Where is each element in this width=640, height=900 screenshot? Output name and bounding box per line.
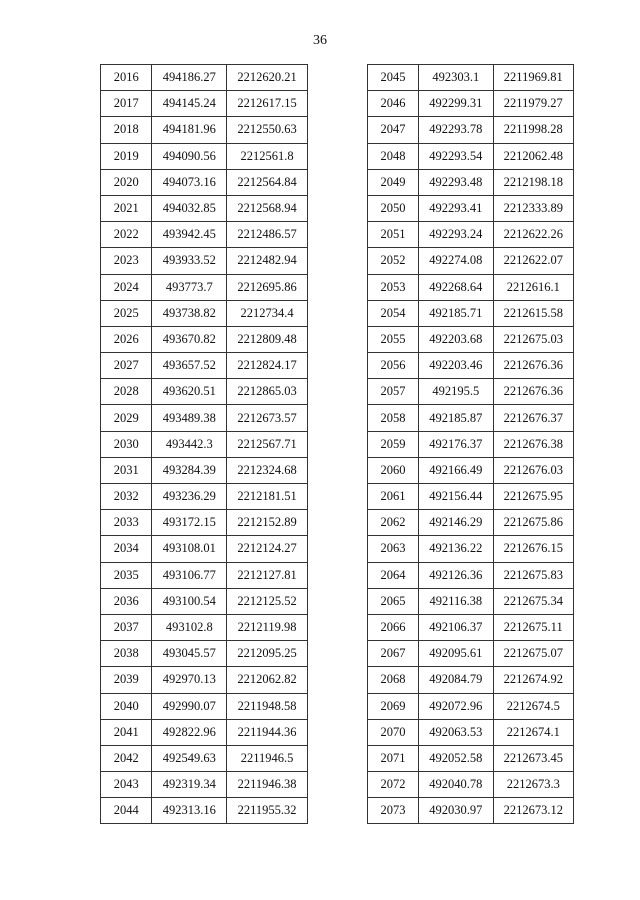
y-coordinate-cell: 2212616.1 xyxy=(493,274,573,300)
point-number-cell: 2053 xyxy=(368,274,419,300)
table-row xyxy=(101,353,308,379)
table-row xyxy=(368,484,574,510)
y-coordinate-cell: 2211946.5 xyxy=(227,745,308,771)
point-number-cell: 2047 xyxy=(368,117,419,143)
table-row xyxy=(368,614,574,640)
table-row xyxy=(368,326,574,352)
table-row xyxy=(101,248,308,274)
y-coordinate-cell: 2212673.45 xyxy=(493,745,573,771)
table-row xyxy=(368,510,574,536)
table-row xyxy=(368,353,574,379)
x-coordinate-cell: 492274.08 xyxy=(419,248,493,274)
table-row xyxy=(368,431,574,457)
table-row xyxy=(101,431,308,457)
y-coordinate-cell: 2212564.84 xyxy=(227,169,308,195)
point-number-cell: 2050 xyxy=(368,195,419,221)
table-row xyxy=(101,195,308,221)
x-coordinate-cell: 492990.07 xyxy=(152,693,227,719)
table-row xyxy=(368,248,574,274)
y-coordinate-cell: 2212062.48 xyxy=(493,143,573,169)
y-coordinate-cell: 2212482.94 xyxy=(227,248,308,274)
x-coordinate-cell: 493284.39 xyxy=(152,457,227,483)
y-coordinate-cell: 2212125.52 xyxy=(227,588,308,614)
x-coordinate-cell: 492293.24 xyxy=(419,222,493,248)
point-number-cell: 2041 xyxy=(101,719,152,745)
y-coordinate-cell: 2212333.89 xyxy=(493,195,573,221)
y-coordinate-cell: 2212673.3 xyxy=(493,772,573,798)
point-number-cell: 2029 xyxy=(101,405,152,431)
y-coordinate-cell: 2212676.37 xyxy=(493,405,573,431)
table-row xyxy=(101,274,308,300)
point-number-cell: 2034 xyxy=(101,536,152,562)
point-number-cell: 2070 xyxy=(368,719,419,745)
point-number-cell: 2016 xyxy=(101,65,152,91)
table-row xyxy=(368,195,574,221)
table-row xyxy=(368,693,574,719)
table-row xyxy=(368,745,574,771)
x-coordinate-cell: 492063.53 xyxy=(419,719,493,745)
x-coordinate-cell: 492176.37 xyxy=(419,431,493,457)
point-number-cell: 2040 xyxy=(101,693,152,719)
table-row xyxy=(368,65,574,91)
point-number-cell: 2033 xyxy=(101,510,152,536)
y-coordinate-cell: 2212622.07 xyxy=(493,248,573,274)
point-number-cell: 2071 xyxy=(368,745,419,771)
x-coordinate-cell: 492185.87 xyxy=(419,405,493,431)
x-coordinate-cell: 492203.46 xyxy=(419,353,493,379)
table-row xyxy=(368,798,574,824)
point-number-cell: 2068 xyxy=(368,667,419,693)
y-coordinate-cell: 2211979.27 xyxy=(493,91,573,117)
x-coordinate-cell: 494090.56 xyxy=(152,143,227,169)
table-row xyxy=(368,143,574,169)
x-coordinate-cell: 492030.97 xyxy=(419,798,493,824)
point-number-cell: 2052 xyxy=(368,248,419,274)
y-coordinate-cell: 2211946.38 xyxy=(227,772,308,798)
y-coordinate-cell: 2212675.03 xyxy=(493,326,573,352)
table-row xyxy=(368,457,574,483)
point-number-cell: 2028 xyxy=(101,379,152,405)
y-coordinate-cell: 2212124.27 xyxy=(227,536,308,562)
x-coordinate-cell: 492303.1 xyxy=(419,65,493,91)
y-coordinate-cell: 2212675.07 xyxy=(493,641,573,667)
x-coordinate-cell: 492084.79 xyxy=(419,667,493,693)
point-number-cell: 2046 xyxy=(368,91,419,117)
y-coordinate-cell: 2212324.68 xyxy=(227,457,308,483)
point-number-cell: 2067 xyxy=(368,641,419,667)
x-coordinate-cell: 492319.34 xyxy=(152,772,227,798)
y-coordinate-cell: 2212674.92 xyxy=(493,667,573,693)
point-number-cell: 2025 xyxy=(101,300,152,326)
x-coordinate-cell: 492116.38 xyxy=(419,588,493,614)
y-coordinate-cell: 2212095.25 xyxy=(227,641,308,667)
y-coordinate-cell: 2212675.11 xyxy=(493,614,573,640)
y-coordinate-cell: 2212676.03 xyxy=(493,457,573,483)
y-coordinate-cell: 2212615.58 xyxy=(493,300,573,326)
x-coordinate-cell: 492203.68 xyxy=(419,326,493,352)
x-coordinate-cell: 492185.71 xyxy=(419,300,493,326)
point-number-cell: 2063 xyxy=(368,536,419,562)
table-row xyxy=(101,405,308,431)
point-number-cell: 2065 xyxy=(368,588,419,614)
table-row xyxy=(368,536,574,562)
point-number-cell: 2023 xyxy=(101,248,152,274)
y-coordinate-cell: 2212673.12 xyxy=(493,798,573,824)
point-number-cell: 2051 xyxy=(368,222,419,248)
x-coordinate-cell: 492549.63 xyxy=(152,745,227,771)
x-coordinate-cell: 492293.78 xyxy=(419,117,493,143)
point-number-cell: 2036 xyxy=(101,588,152,614)
x-coordinate-cell: 492072.96 xyxy=(419,693,493,719)
point-number-cell: 2021 xyxy=(101,195,152,221)
x-coordinate-cell: 492040.78 xyxy=(419,772,493,798)
x-coordinate-cell: 494145.24 xyxy=(152,91,227,117)
table-row xyxy=(101,667,308,693)
y-coordinate-cell: 2212675.83 xyxy=(493,562,573,588)
table-row xyxy=(368,222,574,248)
table-row xyxy=(101,143,308,169)
x-coordinate-cell: 494073.16 xyxy=(152,169,227,195)
point-number-cell: 2026 xyxy=(101,326,152,352)
x-coordinate-cell: 493670.82 xyxy=(152,326,227,352)
table-row xyxy=(368,667,574,693)
table-row xyxy=(101,562,308,588)
x-coordinate-cell: 493108.01 xyxy=(152,536,227,562)
point-number-cell: 2017 xyxy=(101,91,152,117)
table-row xyxy=(368,300,574,326)
y-coordinate-cell: 2212734.4 xyxy=(227,300,308,326)
table-row xyxy=(101,65,308,91)
y-coordinate-cell: 2212127.81 xyxy=(227,562,308,588)
y-coordinate-cell: 2212824.17 xyxy=(227,353,308,379)
point-number-cell: 2055 xyxy=(368,326,419,352)
y-coordinate-cell: 2212675.34 xyxy=(493,588,573,614)
table-row xyxy=(368,562,574,588)
x-coordinate-cell: 493442.3 xyxy=(152,431,227,457)
point-number-cell: 2045 xyxy=(368,65,419,91)
point-number-cell: 2030 xyxy=(101,431,152,457)
table-row xyxy=(101,719,308,745)
y-coordinate-cell: 2212550.63 xyxy=(227,117,308,143)
x-coordinate-cell: 493773.7 xyxy=(152,274,227,300)
x-coordinate-cell: 492166.49 xyxy=(419,457,493,483)
table-row xyxy=(101,169,308,195)
table-row xyxy=(101,641,308,667)
coordinate-table-body xyxy=(101,65,308,824)
y-coordinate-cell: 2211948.58 xyxy=(227,693,308,719)
coordinate-table-left xyxy=(100,64,308,824)
x-coordinate-cell: 493045.57 xyxy=(152,641,227,667)
y-coordinate-cell: 2211998.28 xyxy=(493,117,573,143)
table-row xyxy=(101,117,308,143)
point-number-cell: 2018 xyxy=(101,117,152,143)
point-number-cell: 2038 xyxy=(101,641,152,667)
point-number-cell: 2020 xyxy=(101,169,152,195)
point-number-cell: 2062 xyxy=(368,510,419,536)
point-number-cell: 2037 xyxy=(101,614,152,640)
x-coordinate-cell: 494032.85 xyxy=(152,195,227,221)
point-number-cell: 2059 xyxy=(368,431,419,457)
x-coordinate-cell: 493100.54 xyxy=(152,588,227,614)
point-number-cell: 2019 xyxy=(101,143,152,169)
point-number-cell: 2073 xyxy=(368,798,419,824)
point-number-cell: 2054 xyxy=(368,300,419,326)
x-coordinate-cell: 493172.15 xyxy=(152,510,227,536)
table-row xyxy=(368,91,574,117)
y-coordinate-cell: 2212622.26 xyxy=(493,222,573,248)
x-coordinate-cell: 492293.48 xyxy=(419,169,493,195)
x-coordinate-cell: 492195.5 xyxy=(419,379,493,405)
table-row xyxy=(101,457,308,483)
table-row xyxy=(101,379,308,405)
y-coordinate-cell: 2212617.15 xyxy=(227,91,308,117)
point-number-cell: 2031 xyxy=(101,457,152,483)
x-coordinate-cell: 492095.61 xyxy=(419,641,493,667)
table-row xyxy=(368,719,574,745)
point-number-cell: 2061 xyxy=(368,484,419,510)
x-coordinate-cell: 492293.54 xyxy=(419,143,493,169)
y-coordinate-cell: 2211944.36 xyxy=(227,719,308,745)
point-number-cell: 2024 xyxy=(101,274,152,300)
table-row xyxy=(101,614,308,640)
coordinate-table-body xyxy=(368,65,574,824)
x-coordinate-cell: 493657.52 xyxy=(152,353,227,379)
y-coordinate-cell: 2212561.8 xyxy=(227,143,308,169)
table-row xyxy=(101,588,308,614)
point-number-cell: 2039 xyxy=(101,667,152,693)
point-number-cell: 2069 xyxy=(368,693,419,719)
table-row xyxy=(368,169,574,195)
table-row xyxy=(101,484,308,510)
point-number-cell: 2048 xyxy=(368,143,419,169)
table-row xyxy=(368,641,574,667)
point-number-cell: 2056 xyxy=(368,353,419,379)
x-coordinate-cell: 492293.41 xyxy=(419,195,493,221)
x-coordinate-cell: 493942.45 xyxy=(152,222,227,248)
y-coordinate-cell: 2212674.1 xyxy=(493,719,573,745)
x-coordinate-cell: 493933.52 xyxy=(152,248,227,274)
x-coordinate-cell: 492156.44 xyxy=(419,484,493,510)
x-coordinate-cell: 493236.29 xyxy=(152,484,227,510)
x-coordinate-cell: 493738.82 xyxy=(152,300,227,326)
point-number-cell: 2072 xyxy=(368,772,419,798)
point-number-cell: 2049 xyxy=(368,169,419,195)
table-row xyxy=(101,222,308,248)
point-number-cell: 2066 xyxy=(368,614,419,640)
y-coordinate-cell: 2212675.95 xyxy=(493,484,573,510)
y-coordinate-cell: 2212198.18 xyxy=(493,169,573,195)
table-row xyxy=(101,91,308,117)
y-coordinate-cell: 2212809.48 xyxy=(227,326,308,352)
table-row xyxy=(368,588,574,614)
table-row xyxy=(101,798,308,824)
table-row xyxy=(101,772,308,798)
y-coordinate-cell: 2212567.71 xyxy=(227,431,308,457)
x-coordinate-cell: 492268.64 xyxy=(419,274,493,300)
y-coordinate-cell: 2212675.86 xyxy=(493,510,573,536)
coordinate-table-right xyxy=(367,64,574,824)
y-coordinate-cell: 2212676.38 xyxy=(493,431,573,457)
point-number-cell: 2064 xyxy=(368,562,419,588)
x-coordinate-cell: 492052.58 xyxy=(419,745,493,771)
table-row xyxy=(368,379,574,405)
table-row xyxy=(368,274,574,300)
y-coordinate-cell: 2212673.57 xyxy=(227,405,308,431)
point-number-cell: 2057 xyxy=(368,379,419,405)
table-row xyxy=(101,300,308,326)
y-coordinate-cell: 2212620.21 xyxy=(227,65,308,91)
y-coordinate-cell: 2212676.15 xyxy=(493,536,573,562)
table-row xyxy=(101,536,308,562)
point-number-cell: 2042 xyxy=(101,745,152,771)
table-row xyxy=(101,745,308,771)
x-coordinate-cell: 493106.77 xyxy=(152,562,227,588)
x-coordinate-cell: 492126.36 xyxy=(419,562,493,588)
y-coordinate-cell: 2211969.81 xyxy=(493,65,573,91)
x-coordinate-cell: 492313.16 xyxy=(152,798,227,824)
y-coordinate-cell: 2212568.94 xyxy=(227,195,308,221)
x-coordinate-cell: 494186.27 xyxy=(152,65,227,91)
y-coordinate-cell: 2212152.89 xyxy=(227,510,308,536)
point-number-cell: 2022 xyxy=(101,222,152,248)
y-coordinate-cell: 2212676.36 xyxy=(493,353,573,379)
y-coordinate-cell: 2212181.51 xyxy=(227,484,308,510)
point-number-cell: 2035 xyxy=(101,562,152,588)
x-coordinate-cell: 493102.8 xyxy=(152,614,227,640)
y-coordinate-cell: 2212674.5 xyxy=(493,693,573,719)
point-number-cell: 2032 xyxy=(101,484,152,510)
y-coordinate-cell: 2212062.82 xyxy=(227,667,308,693)
y-coordinate-cell: 2212486.57 xyxy=(227,222,308,248)
y-coordinate-cell: 2212865.03 xyxy=(227,379,308,405)
table-row xyxy=(101,693,308,719)
x-coordinate-cell: 492822.96 xyxy=(152,719,227,745)
table-row xyxy=(101,510,308,536)
y-coordinate-cell: 2212119.98 xyxy=(227,614,308,640)
x-coordinate-cell: 492106.37 xyxy=(419,614,493,640)
x-coordinate-cell: 494181.96 xyxy=(152,117,227,143)
page-number: 36 xyxy=(313,33,327,48)
y-coordinate-cell: 2211955.32 xyxy=(227,798,308,824)
x-coordinate-cell: 492970.13 xyxy=(152,667,227,693)
y-coordinate-cell: 2212676.36 xyxy=(493,379,573,405)
x-coordinate-cell: 492299.31 xyxy=(419,91,493,117)
table-row xyxy=(101,326,308,352)
table-row xyxy=(368,772,574,798)
y-coordinate-cell: 2212695.86 xyxy=(227,274,308,300)
point-number-cell: 2060 xyxy=(368,457,419,483)
x-coordinate-cell: 493620.51 xyxy=(152,379,227,405)
point-number-cell: 2044 xyxy=(101,798,152,824)
x-coordinate-cell: 493489.38 xyxy=(152,405,227,431)
table-row xyxy=(368,405,574,431)
x-coordinate-cell: 492146.29 xyxy=(419,510,493,536)
point-number-cell: 2027 xyxy=(101,353,152,379)
point-number-cell: 2058 xyxy=(368,405,419,431)
x-coordinate-cell: 492136.22 xyxy=(419,536,493,562)
table-row xyxy=(368,117,574,143)
point-number-cell: 2043 xyxy=(101,772,152,798)
